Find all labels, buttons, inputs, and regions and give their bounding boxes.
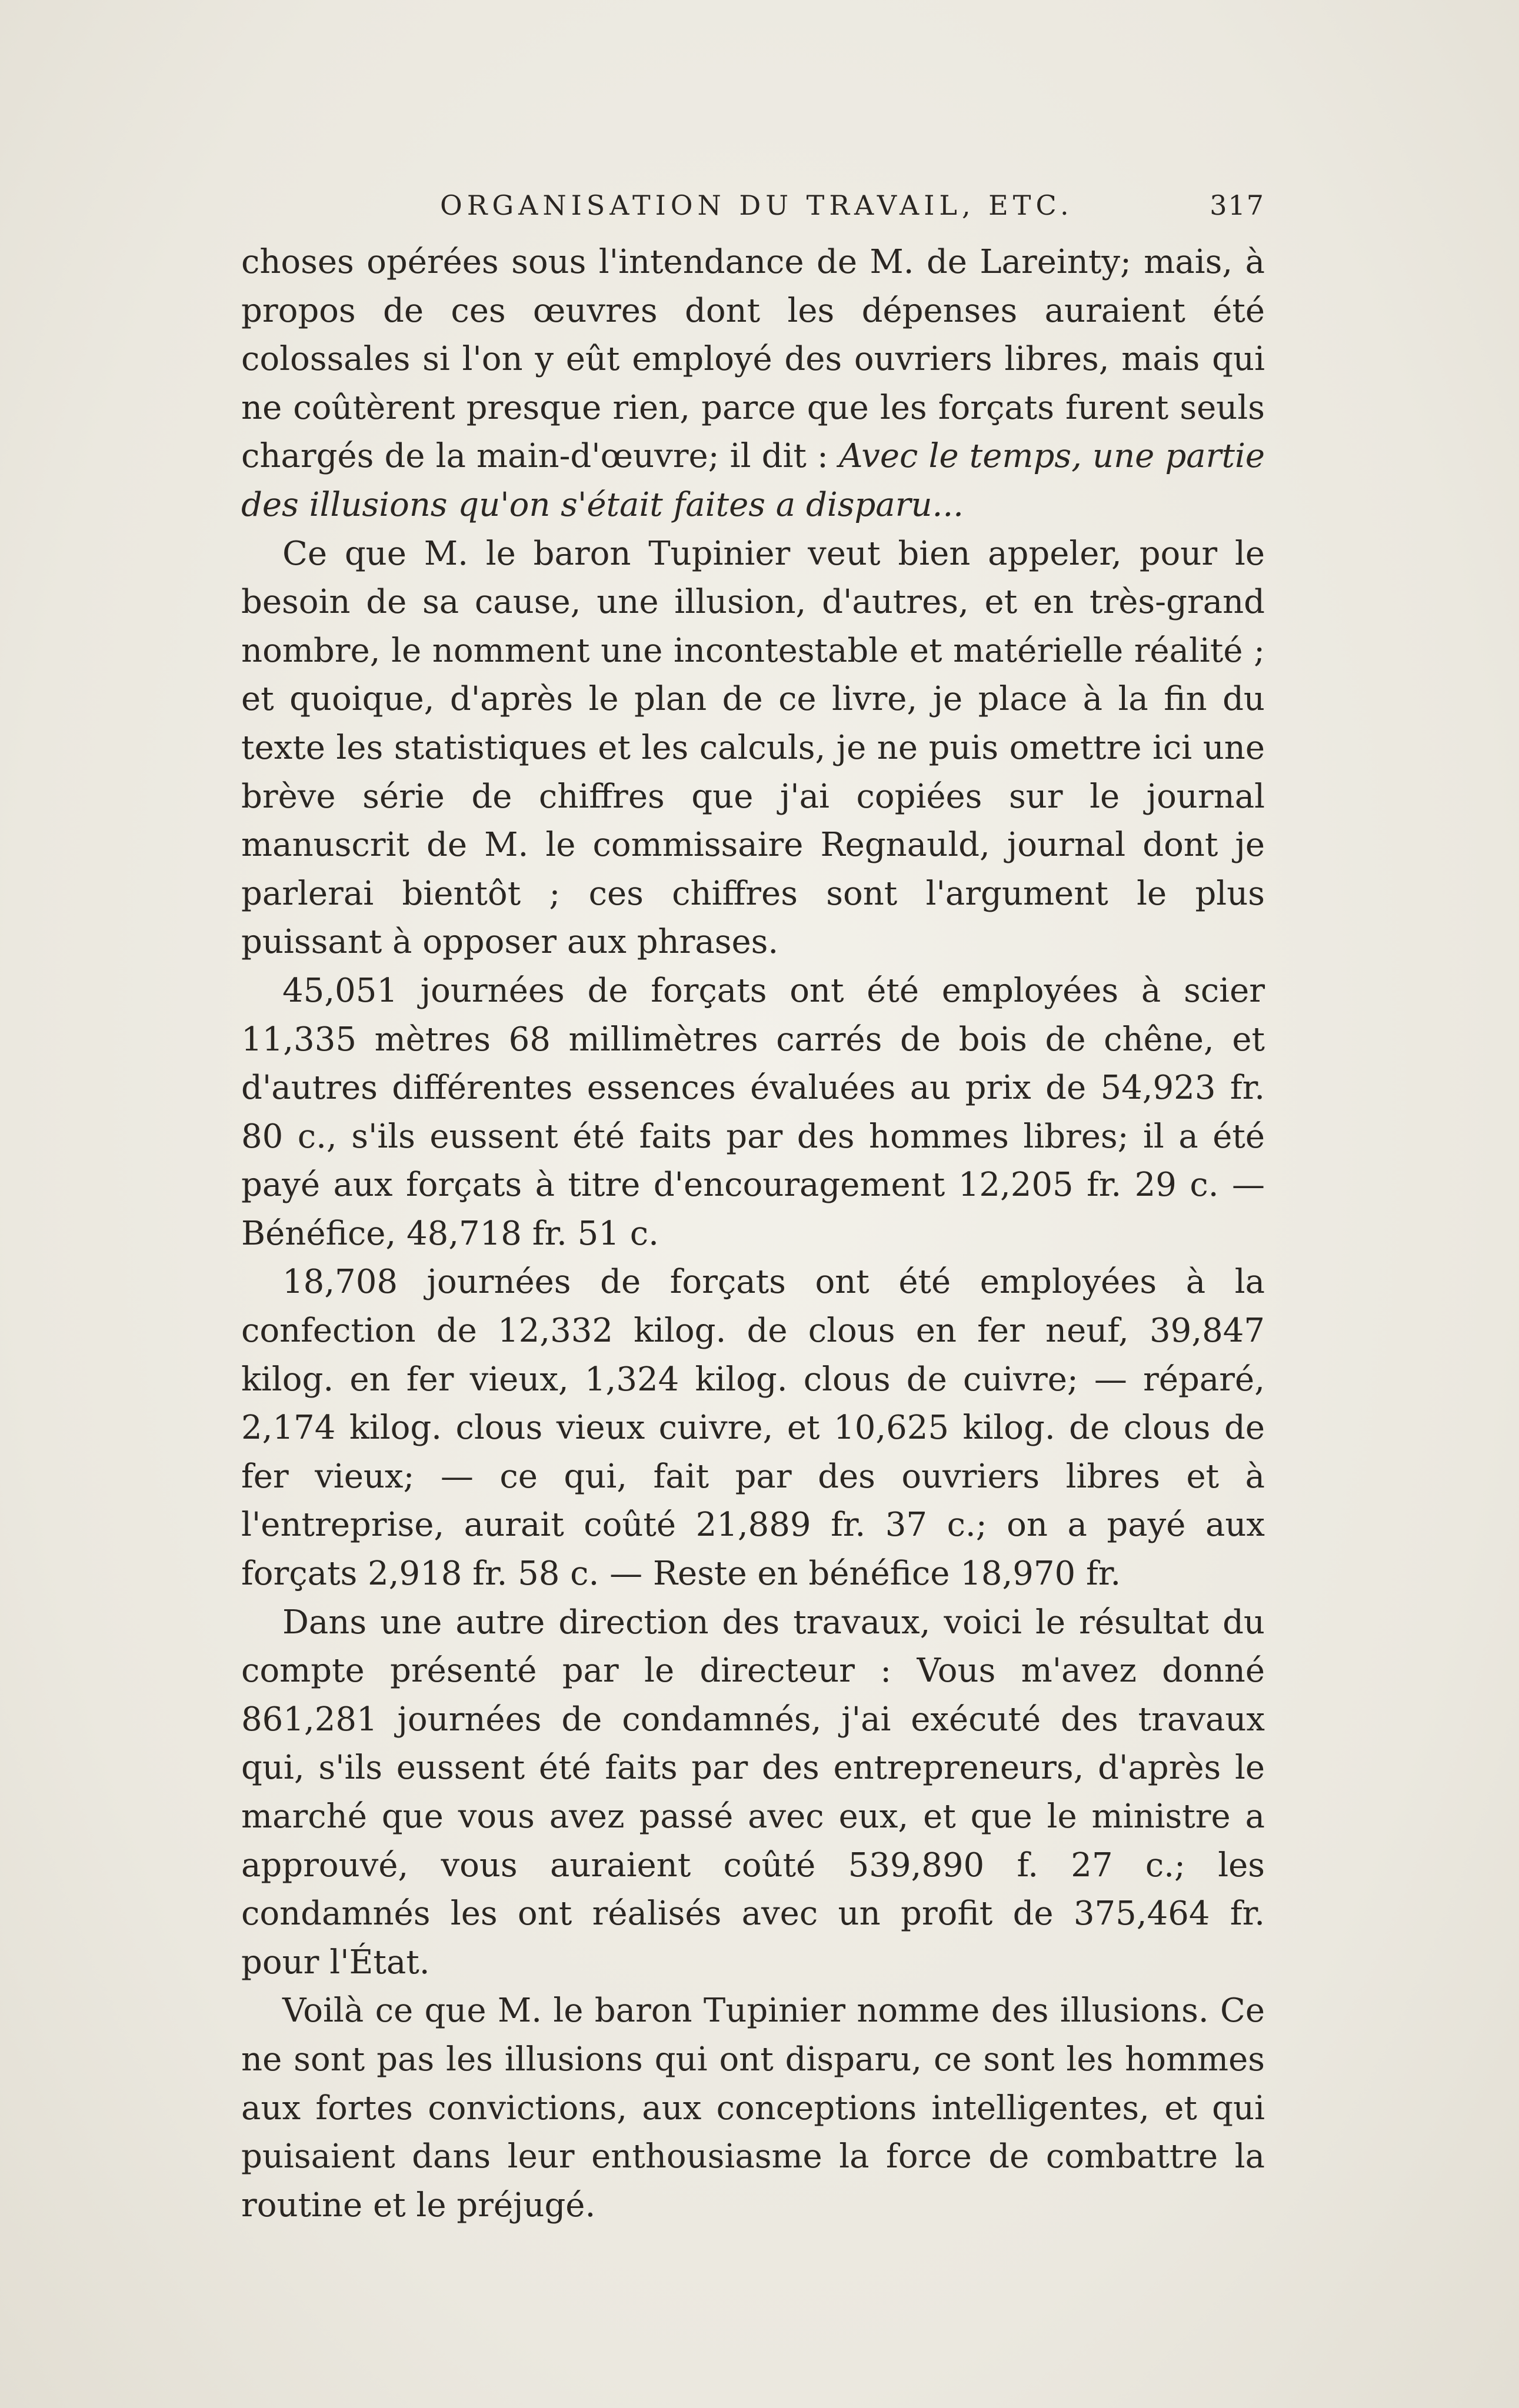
paragraph: Dans une autre direction des travaux, voici le résultat du compte présenté par le directeur : Vous m'avez donné 861,281 journées de condamnés, j'ai exécuté des travaux qui, s'ils eussent été faits par des entrepreneurs, d'après le marché que vous avez passé avec eux, et que le ministre a approuvé, vous auraient coûté 539,890 f. 27 c.; les condamnés les ont réalisés avec un profit de 375,464 fr. pour l'État.: [241, 1603, 1265, 1982]
paragraph: Voilà ce que M. le baron Tupinier nomme des illusions. Ce ne sont pas les illusions qui ont disparu, ce sont les hommes aux fortes convictions, aux conceptions intelligentes, et qui puisaient dans leur enthousiasme la force de combattre la routine et le préjugé.: [241, 1992, 1265, 2224]
italic-quote: Avec le temps, une partie des illusions qu'on s'était faites a disparu...: [241, 437, 1265, 524]
paragraph: Ce que M. le baron Tupinier veut bien appeler, pour le besoin de sa cause, une illusion, d'autres, et en très-grand nombre, le nomment une incontestable et matérielle réalité ; et quoique, d'après le plan de ce livre, je place à la fin du texte les statistiques et les calculs, je ne puis omettre ici une brève série de chiffres que j'ai copiées sur le journal manuscrit de M. le commissaire Regnauld, journal dont je parlerai bientôt ; ces chiffres sont l'argument le plus puissant à opposer aux phrases.: [241, 534, 1265, 962]
paragraph-continuation: [241, 238, 1265, 530]
paragraph-lead: choses opérées sous l'intendance de M. de Lareinty; mais, à propos de ces œuvres dont les dépenses auraient été colossales si l'on y eût employé des ouvriers libres, mais qui ne coûtèrent presque rien, parce que les forçats furent seuls chargés de la main-d'œuvre; il dit :: [241, 243, 1265, 476]
page-header: [241, 189, 1265, 231]
body-text: [241, 238, 1265, 2230]
paragraph: 18,708 journées de forçats ont été employées à la confection de 12,332 kilog. de clous en fer neuf, 39,847 kilog. en fer vieux, 1,324 kilog. clous de cuivre; — réparé, 2,174 kilog. clous vieux cuivre, et 10,625 kilog. de clous de fer vieux; — ce qui, fait par des ouvriers libres et à l'entreprise, aurait coûté 21,889 fr. 37 c.; on a payé aux forçats 2,918 fr. 58 c. — Reste en bénéfice 18,970 fr.: [241, 1263, 1265, 1593]
paragraph: 45,051 journées de forçats ont été employées à scier 11,335 mètres 68 millimètres carrés de bois de chêne, et d'autres différentes essences évaluées au prix de 54,923 fr. 80 c., s'ils eussent été faits par des hommes libres; il a été payé aux forçats à titre d'encouragement 12,205 fr. 29 c. — Bénéfice, 48,718 fr. 51 c.: [241, 971, 1265, 1253]
page-number: 317: [1210, 189, 1265, 221]
running-title: ORGANISATION DU TRAVAIL, ETC.: [440, 189, 1074, 221]
